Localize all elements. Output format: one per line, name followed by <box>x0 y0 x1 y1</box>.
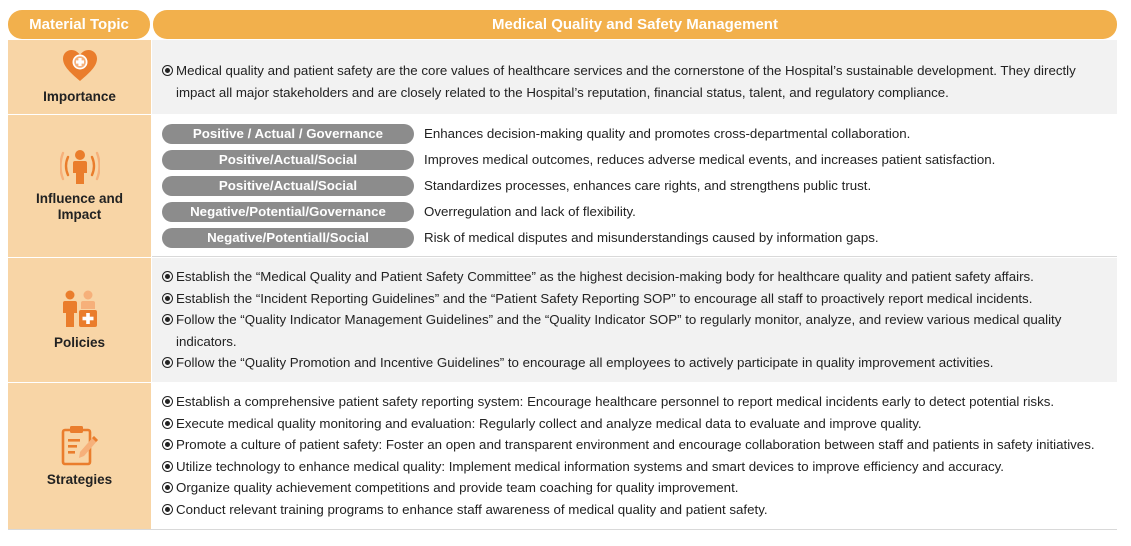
list-item: Establish the “Medical Quality and Patient Safety Committee” as the highest decision-making body for healthcare quality and patient safety affairs. <box>162 266 1105 288</box>
influence-row <box>8 115 1117 257</box>
list-item: Establish a comprehensive patient safety reporting system: Encourage healthcare personnel to report medical incidents early to detect potential risks. <box>162 391 1105 413</box>
topic-title-header: Medical Quality and Safety Management <box>153 10 1117 39</box>
influence-content <box>152 115 1117 257</box>
list-item: Utilize technology to enhance medical quality: Implement medical information systems and smart devices to improve efficiency and accuracy. <box>162 456 1105 478</box>
strategies-content <box>152 383 1117 529</box>
bullet-icon <box>162 60 176 81</box>
impact-tag: Negative/Potentiall/Social <box>162 228 414 248</box>
importance-cell <box>8 40 152 114</box>
policies-content <box>152 258 1117 382</box>
impact-tag: Positive / Actual / Governance <box>162 124 414 144</box>
bullet-icon <box>162 477 176 498</box>
strategies-row <box>8 383 1117 530</box>
importance-row <box>8 40 1117 114</box>
influence-label: Influence and Impact <box>35 191 123 222</box>
people-medical-icon <box>60 289 100 329</box>
bullet-icon <box>162 499 176 520</box>
heart-medical-icon <box>62 49 98 83</box>
policies-row <box>8 258 1117 382</box>
importance-label: Importance <box>43 89 116 104</box>
bullet-icon <box>162 309 176 330</box>
material-topic-header: Material Topic <box>8 10 150 39</box>
list-item: Execute medical quality monitoring and evaluation: Regularly collect and analyze medical data to evaluate and improve quality. <box>162 413 1105 435</box>
bullet-icon <box>162 391 176 412</box>
bullet-icon <box>162 434 176 455</box>
list-item: Follow the “Quality Indicator Management Guidelines” and the “Quality Indicator SOP” to regularly monitor, analyze, and review various medical quality indicators. <box>162 309 1105 352</box>
list-item: Medical quality and patient safety are the core values of healthcare services and the cornerstone of the Hospital’s sustainable development. They directly impact all major stakeholders and are closely related to the Hospital’s reputation, financial status, talent, and regulatory compliance. <box>162 60 1105 103</box>
bullet-icon <box>162 352 176 373</box>
clipboard-pen-icon <box>60 424 100 466</box>
bullet-icon <box>162 266 176 287</box>
list-item: Organize quality achievement competitions and provide team coaching for quality improvement. <box>162 477 1105 499</box>
impact-tag: Negative/Potential/Governance <box>162 202 414 222</box>
list-item: Establish the “Incident Reporting Guidelines” and the “Patient Safety Reporting SOP” to encourage all staff to proactively report medical incidents. <box>162 288 1105 310</box>
strategies-cell <box>8 383 152 529</box>
list-item: Conduct relevant training programs to enhance staff awareness of medical quality and patient safety. <box>162 499 1105 521</box>
impact-text: Risk of medical disputes and misunderstandings caused by information gaps. <box>424 230 879 246</box>
list-item: Follow the “Quality Promotion and Incentive Guidelines” to encourage all employees to actively participate in quality improvement activities. <box>162 352 1105 374</box>
impact-text: Overregulation and lack of flexibility. <box>424 204 636 220</box>
bullet-icon <box>162 288 176 309</box>
impact-item <box>162 121 1105 147</box>
list-item: Promote a culture of patient safety: Foster an open and transparent environment and encourage collaboration between staff and patients in safety initiatives. <box>162 434 1105 456</box>
bullet-icon <box>162 456 176 477</box>
policies-label: Policies <box>53 335 106 350</box>
impact-item <box>162 199 1105 225</box>
impact-item <box>162 173 1105 199</box>
impact-tag: Positive/Actual/Social <box>162 176 414 196</box>
person-broadcast-icon <box>60 149 100 185</box>
policies-cell <box>8 258 152 382</box>
impact-item <box>162 225 1105 251</box>
bullet-icon <box>162 413 176 434</box>
impact-tag: Positive/Actual/Social <box>162 150 414 170</box>
strategies-label: Strategies <box>46 472 113 487</box>
impact-text: Enhances decision-making quality and promotes cross-departmental collaboration. <box>424 126 911 142</box>
importance-content <box>152 40 1117 114</box>
impact-item <box>162 147 1105 173</box>
influence-cell <box>8 115 152 257</box>
impact-text: Improves medical outcomes, reduces adverse medical events, and increases patient satisfaction. <box>424 152 996 168</box>
impact-text: Standardizes processes, enhances care rights, and strengthens public trust. <box>424 178 872 194</box>
